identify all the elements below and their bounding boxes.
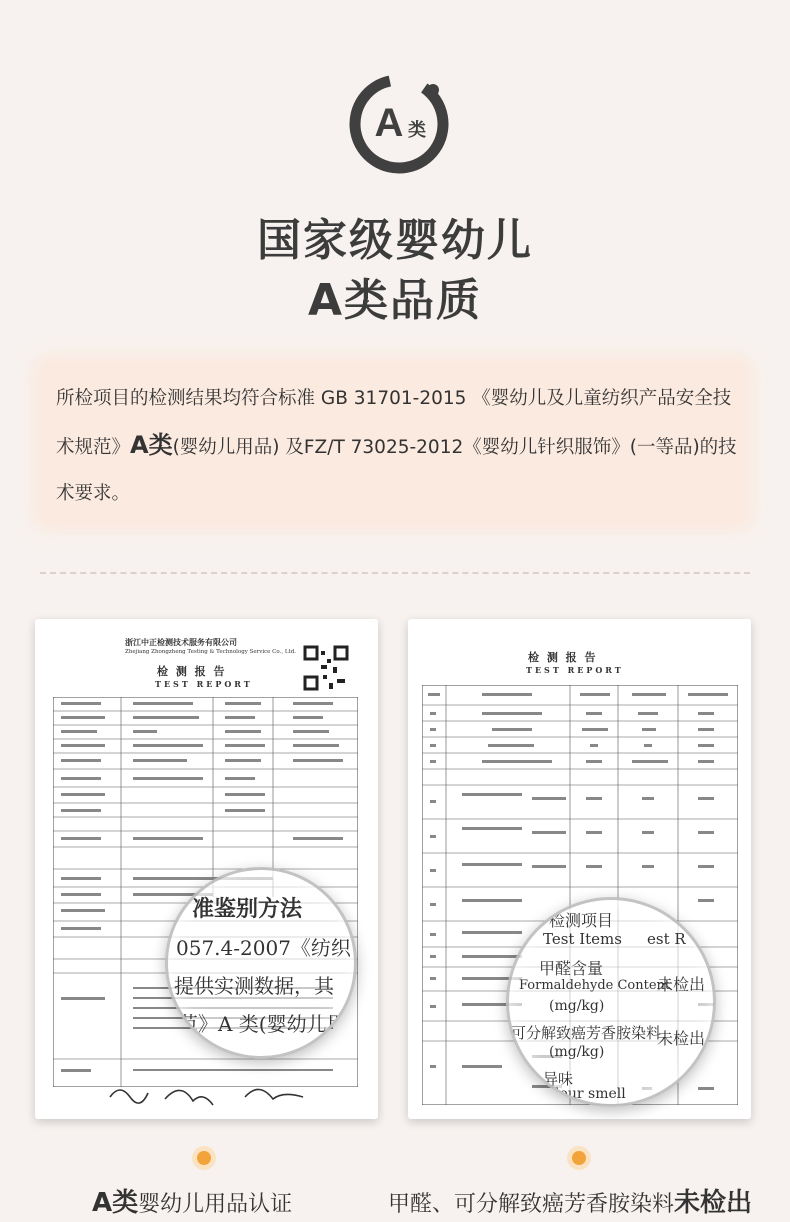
caption-dot-left	[197, 1151, 211, 1165]
lens2-line4: Formaldehyde Content	[519, 978, 671, 993]
logo-suffix: 类	[408, 120, 426, 141]
lens1-line1: 准鉴别方法	[192, 896, 303, 922]
caption-left-rest: 婴幼儿用品认证	[138, 1192, 293, 1217]
signature-icon	[105, 1077, 325, 1113]
lens2-result2: 未检出	[657, 1029, 706, 1048]
lens2-line9: Odour smell	[539, 1086, 626, 1102]
a-class-logo-icon	[345, 70, 453, 178]
description-highlight: A类	[130, 431, 173, 459]
caption-right-rest: 甲醛、可分解致癌芳香胺染料	[388, 1192, 675, 1217]
lens1-line3: 提供实测数据，其	[174, 974, 334, 998]
caption-dot-right	[572, 1151, 586, 1165]
lens2-line7: (mg/kg)	[549, 1044, 605, 1060]
caption-right-bold: 未检出	[674, 1188, 753, 1218]
caption-right	[388, 1182, 752, 1219]
description-text	[56, 376, 746, 517]
headline-line1: 国家级婴幼儿	[257, 215, 533, 266]
report1-title-en: TEST REPORT	[155, 679, 253, 689]
lens2-result-header: est R	[647, 930, 686, 948]
lens2-line2: Test Items	[543, 930, 622, 948]
test-report-left	[35, 619, 378, 1119]
report1-title: 检 测 报 告	[157, 665, 227, 678]
caption-left	[92, 1182, 292, 1219]
lens2-line3: 甲醛含量	[539, 959, 604, 978]
lens1-line4: 范》A 类(婴幼儿用	[178, 1012, 347, 1036]
logo-letter: A	[374, 101, 404, 145]
lens1-line2: 057.4-2007《纺织	[176, 936, 351, 960]
lens2-line1: 检测项目	[549, 911, 614, 930]
report1-company-en: Zhejiang Zhongzheng Testing & Technology Service Co., Ltd.	[125, 649, 296, 655]
test-report-right	[408, 619, 751, 1119]
report2-title-en: TEST REPORT	[526, 665, 624, 675]
caption-left-bold: A类	[92, 1188, 139, 1218]
report2-title: 检 测 报 告	[528, 651, 598, 664]
lens2-line5: (mg/kg)	[549, 998, 605, 1014]
qr-code-icon	[303, 645, 349, 691]
description-part1: 所检项目的检测结果均符合标准 GB 31701-2015 《婴幼儿及儿童纺织产品安全技术规范》	[56, 388, 732, 458]
headline-line2: A类品质	[307, 275, 483, 326]
lens2-line8: 异味	[543, 1070, 574, 1088]
dashed-divider	[40, 572, 750, 574]
lens2-line6: 可分解致癌芳香胺染料	[511, 1024, 662, 1042]
magnifier-lens-left	[165, 867, 357, 1059]
magnifier-lens-right	[506, 897, 716, 1107]
lens2-result1: 未检出	[657, 975, 706, 994]
description-part2: (婴幼儿用品) 及FZ/T 73025-2012《婴幼儿针织服饰》(一等品)的技术要求。	[56, 437, 737, 504]
report1-company: 浙江中正检测技术服务有限公司	[125, 637, 237, 647]
